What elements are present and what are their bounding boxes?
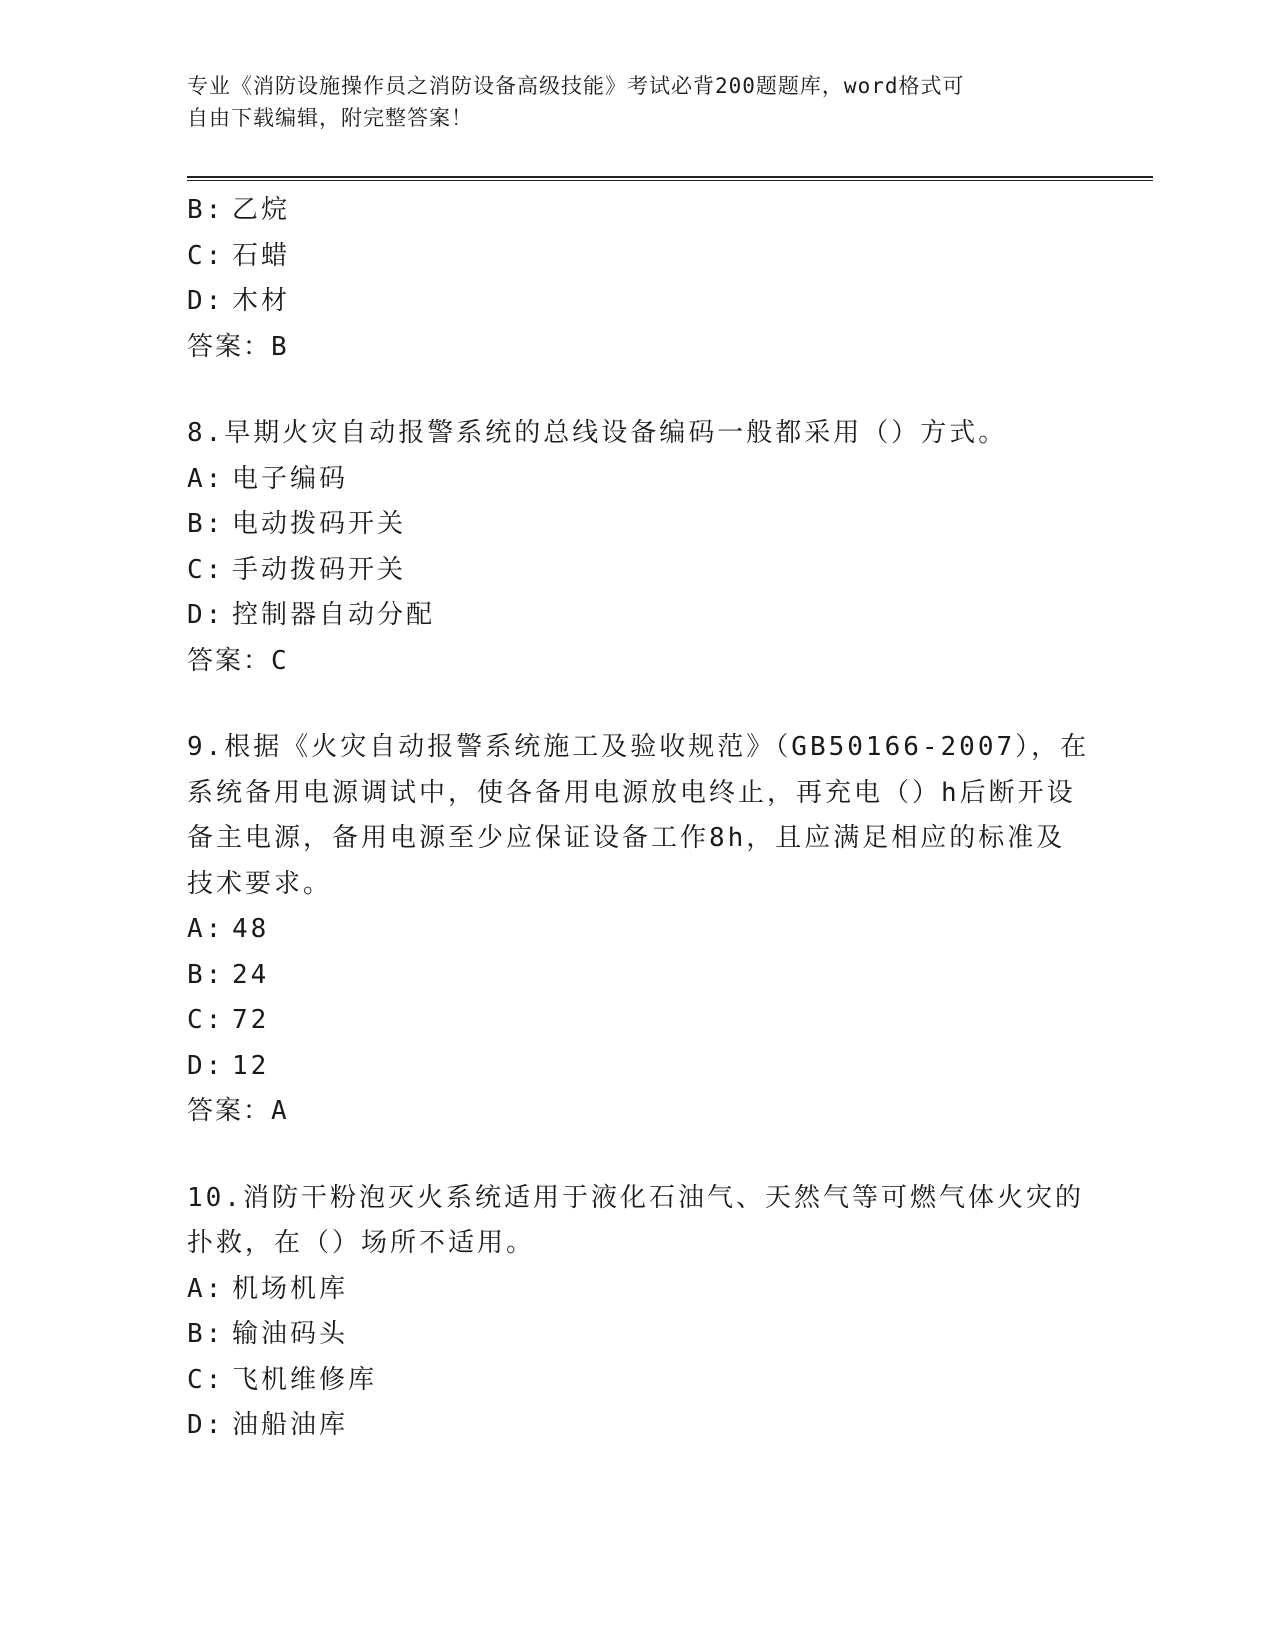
header-divider (187, 176, 1153, 182)
option-text: 电子编码 (232, 463, 349, 494)
option-d (187, 1044, 1087, 1090)
question-text-line-2: 扑救，在（）场所不适用。 (187, 1228, 536, 1258)
question-text-line-1: 9.根据《火灾自动报警系统施工及验收规范》（GB50166-2007），在 (187, 732, 1090, 762)
option-a (187, 907, 1087, 953)
option-text: 输油码头 (232, 1319, 349, 1349)
option-b (187, 953, 1087, 999)
option-text: 48 (232, 914, 270, 944)
option-text: 手动拨码开关 (232, 554, 407, 585)
option-text: 石蜡 (232, 240, 291, 271)
option-d (187, 593, 1087, 639)
option-letter: C: (187, 554, 225, 585)
header-line-2: 自由下载编辑，附完整答案！ (187, 106, 473, 130)
option-text: 机场机库 (232, 1273, 349, 1304)
answer: 答案：A (187, 1096, 289, 1126)
question-7-tail (187, 188, 1087, 370)
option-letter: B: (187, 195, 225, 225)
option-letter: D: (187, 1410, 225, 1440)
option-letter: C: (187, 240, 225, 271)
option-b (187, 188, 1087, 234)
option-text: 24 (232, 959, 270, 990)
option-c (187, 998, 1087, 1044)
option-a (187, 457, 1087, 503)
option-c (187, 548, 1087, 594)
option-letter: B: (187, 959, 225, 990)
option-letter: B: (187, 509, 225, 539)
option-letter: C: (187, 1005, 225, 1035)
option-letter: C: (187, 1364, 225, 1395)
option-letter: D: (187, 1050, 225, 1081)
option-d (187, 1403, 1087, 1449)
option-letter: A: (187, 1273, 225, 1304)
option-a (187, 1267, 1087, 1313)
question-text-line-1: 10.消防干粉泡灭火系统适用于液化石油气、天然气等可燃气体火灾的 (187, 1182, 1084, 1213)
option-text: 油船油库 (232, 1410, 349, 1440)
question-10 (187, 1176, 1087, 1449)
answer: 答案：C (187, 645, 289, 676)
option-text: 飞机维修库 (232, 1364, 378, 1395)
option-text: 12 (232, 1050, 270, 1081)
option-letter: A: (187, 914, 225, 944)
question-text: 8.早期火灾自动报警系统的总线设备编码一般都采用（）方式。 (187, 418, 1008, 448)
question-text-line-2: 系统备用电源调试中，使各备用电源放电终止，再充电（）h后断开设 (187, 777, 1076, 808)
document-header (187, 70, 1067, 134)
question-list (187, 188, 1090, 1449)
option-b (187, 502, 1087, 548)
header-line-1: 专业《消防设施操作员之消防设备高级技能》考试必背200题题库，word格式可 (187, 74, 965, 98)
option-text: 控制器自动分配 (232, 600, 436, 630)
option-text: 电动拨码开关 (232, 509, 407, 539)
question-8 (187, 411, 1087, 684)
option-d (187, 279, 1087, 325)
question-text-line-3: 备主电源，备用电源至少应保证设备工作8h，且应满足相应的标准及 (187, 823, 1066, 853)
option-text: 72 (232, 1005, 270, 1035)
question-text-line-4: 技术要求。 (187, 868, 333, 899)
option-c (187, 234, 1087, 280)
option-b (187, 1312, 1087, 1358)
question-9 (187, 725, 1090, 1135)
option-c (187, 1358, 1087, 1404)
option-letter: B: (187, 1319, 225, 1349)
option-letter: D: (187, 286, 225, 316)
option-letter: A: (187, 463, 225, 494)
answer: 答案：B (187, 331, 289, 362)
option-letter: D: (187, 600, 225, 630)
option-text: 木材 (232, 286, 291, 316)
option-text: 乙烷 (232, 195, 291, 225)
